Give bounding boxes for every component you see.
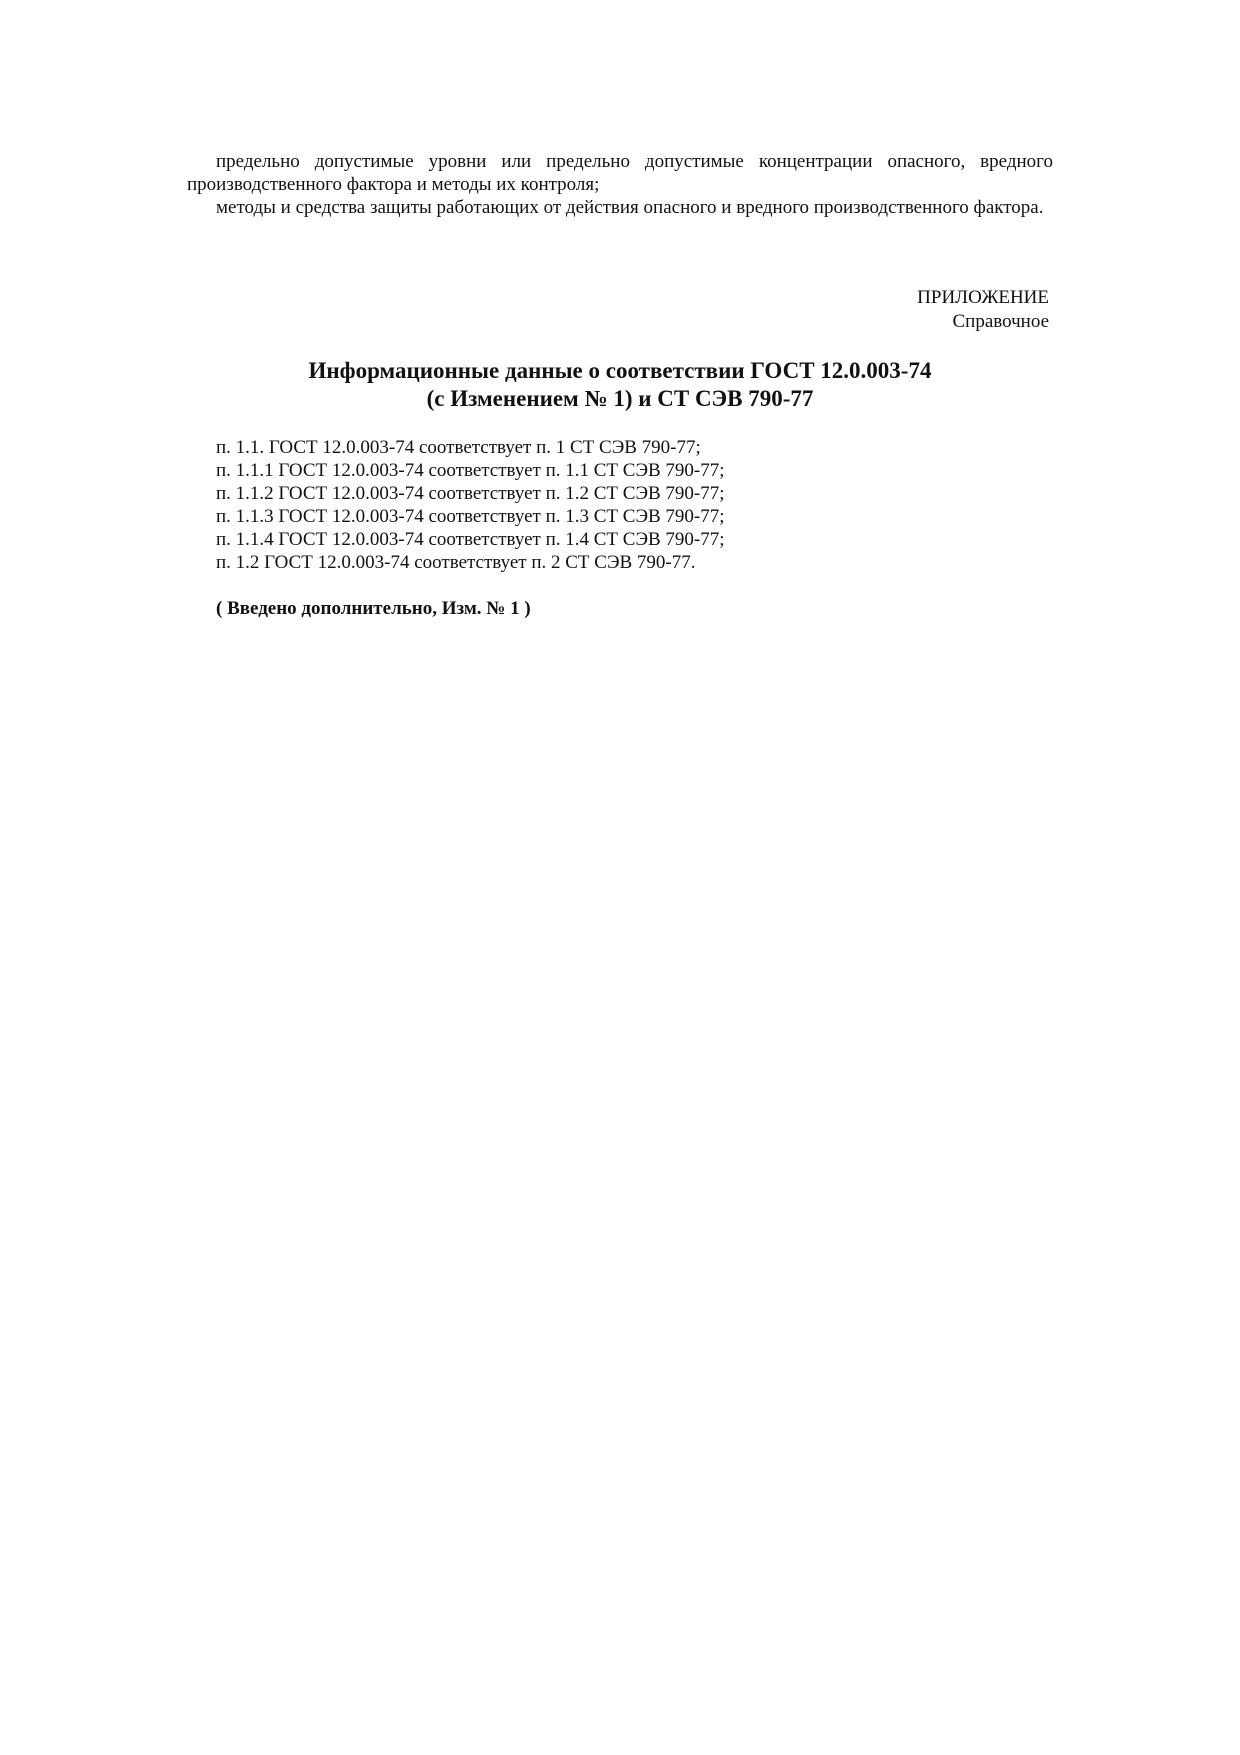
appendix-title: ПРИЛОЖЕНИЕ	[917, 287, 1049, 308]
heading-line: (с Изменением № 1) и СТ СЭВ 790-77	[426, 386, 814, 411]
list-item: п. 1.1. ГОСТ 12.0.003-74 соответствует п. 1 СТ СЭВ 790-77;	[216, 437, 701, 458]
correspondence-list	[216, 436, 1046, 574]
amendment-note: ( Введено дополнительно, Изм. № 1 )	[216, 598, 531, 619]
section-heading	[187, 357, 1053, 413]
list-item: п. 1.1.4 ГОСТ 12.0.003-74 соответствует п. 1.4 СТ СЭВ 790-77;	[216, 529, 725, 550]
appendix-type: Справочное	[952, 311, 1049, 332]
list-item: п. 1.1.1 ГОСТ 12.0.003-74 соответствует п. 1.1 СТ СЭВ 790-77;	[216, 460, 725, 481]
list-item: п. 1.2 ГОСТ 12.0.003-74 соответствует п. 2 СТ СЭВ 790-77.	[216, 552, 696, 573]
intro-paragraph: методы и средства защиты работающих от действия опасного и вредного производственного фактора.	[216, 197, 1044, 218]
list-item: п. 1.1.2 ГОСТ 12.0.003-74 соответствует п. 1.2 СТ СЭВ 790-77;	[216, 483, 725, 504]
intro-paragraph: предельно допустимые уровни или предельно допустимые концентрации опасного, вредного производственного фактора и методы их контроля;	[187, 151, 1053, 195]
appendix-label	[917, 286, 1049, 334]
heading-line: Информационные данные о соответствии ГОСТ 12.0.003-74	[308, 358, 932, 383]
list-item: п. 1.1.3 ГОСТ 12.0.003-74 соответствует п. 1.3 СТ СЭВ 790-77;	[216, 506, 725, 527]
intro-text	[187, 150, 1053, 219]
